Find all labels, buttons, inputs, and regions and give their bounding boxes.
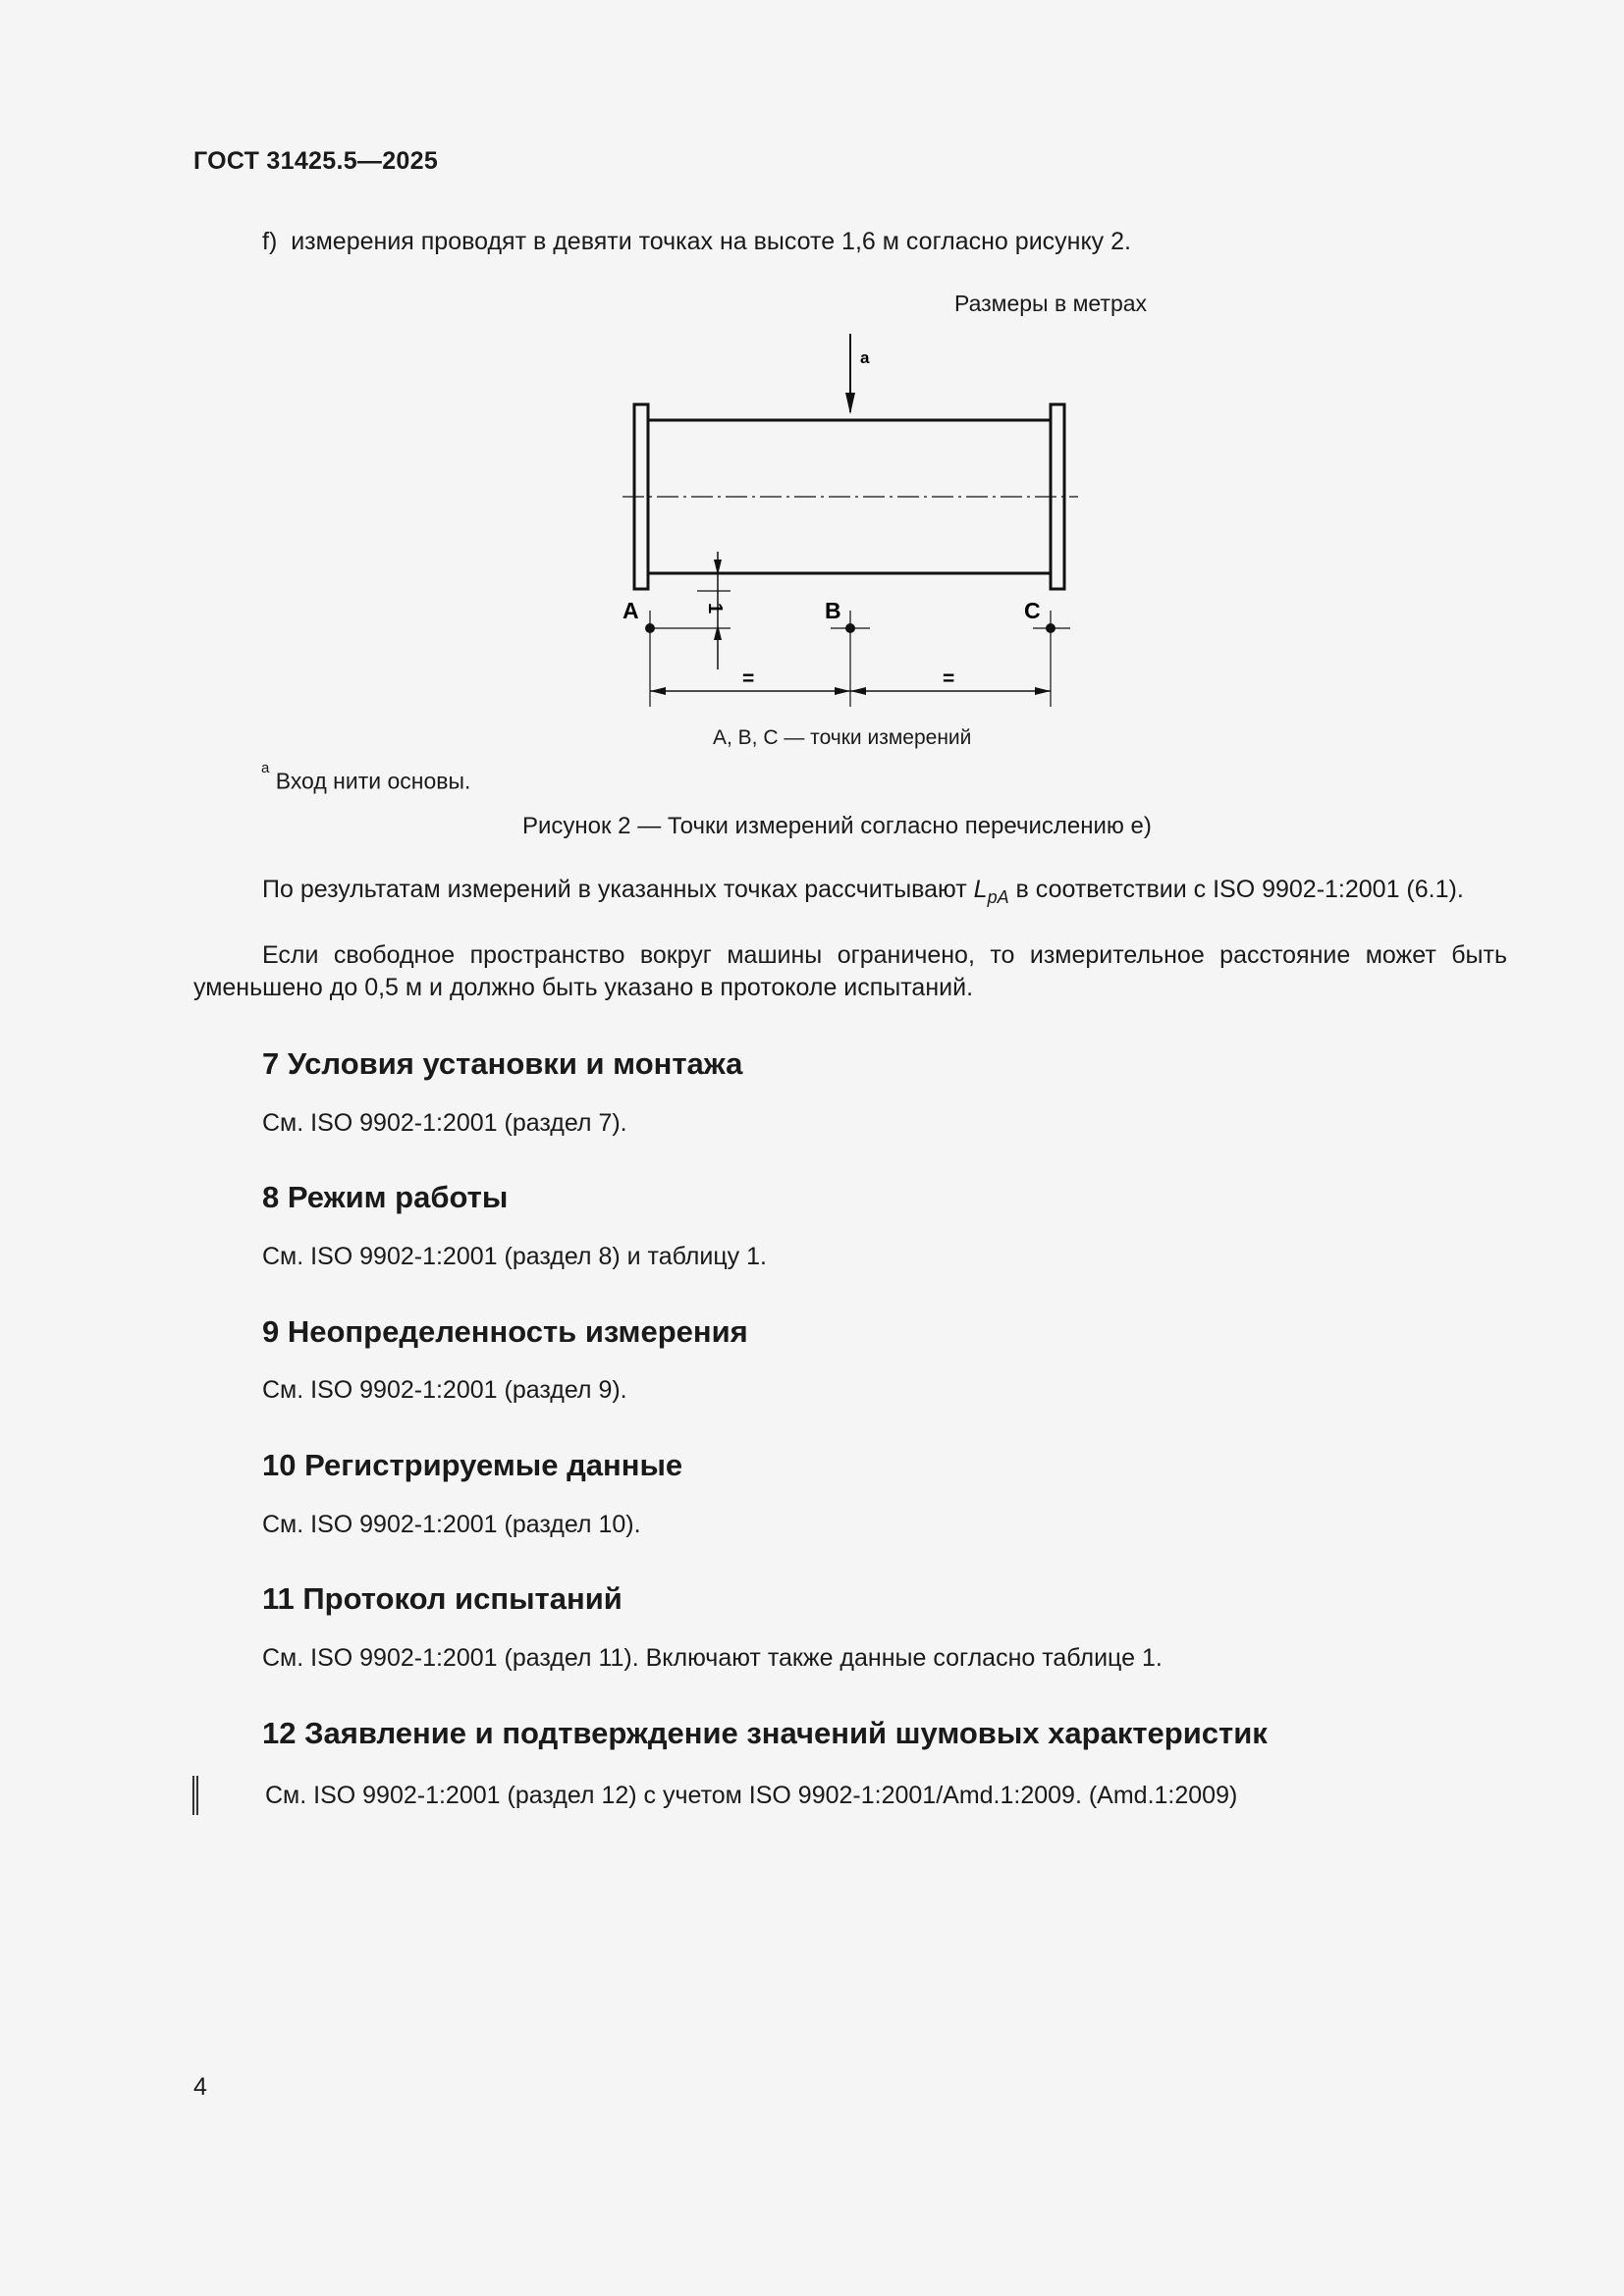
dim-eq-arrow-3 [850,687,866,695]
dim-eq-label-left: = [742,667,755,690]
figure-footnote [261,760,471,795]
list-item-f [262,226,1131,258]
dim-eq-arrow-2 [835,687,850,695]
page-number: 4 [193,2073,207,2101]
change-bar [192,1776,198,1815]
footnote-marker: a [261,760,270,776]
point-b-label: B [825,598,841,623]
point-b-marker [845,623,855,633]
dim-eq-arrow-4 [1035,687,1051,695]
section-11-heading: 11 Протокол испытаний [262,1581,623,1616]
section-9-heading: 9 Неопределенность измерения [262,1314,748,1349]
figure-legend: A, B, C — точки измерений [713,726,972,749]
figure-caption: Рисунок 2 — Точки измерений согласно перечислению е) [522,813,1152,839]
section-9-text: См. ISO 9902-1:2001 (раздел 9). [262,1376,627,1404]
document-header: ГОСТ 31425.5—2025 [193,147,439,175]
dim1-arrow-bottom [714,624,722,640]
section-8-text: См. ISO 9902-1:2001 (раздел 8) и таблицу 1. [262,1243,767,1270]
dim-eq-label-right: = [943,667,955,690]
paragraph-reduced-distance: Если свободное пространство вокруг машины ограничено, то измерительное расстояние может быть уменьшено до 0,5 м и должно быть указано в протоколе испытаний. [193,941,1507,1001]
footnote-text: Вход нити основы. [275,768,471,794]
point-c-marker [1046,623,1056,633]
section-10-heading: 10 Регистрируемые данные [262,1448,683,1482]
symbol-subscript: pA [987,887,1009,907]
list-text: измерения проводят в девяти точках на высоте 1,6 м согласно рисунку 2. [291,228,1131,255]
point-a-marker [645,623,655,633]
entry-arrow-label: a [860,348,870,367]
list-marker: f) [262,228,278,255]
symbol-l: L [973,876,988,903]
dim-eq-arrow-1 [650,687,666,695]
section-8-heading: 8 Режим работы [262,1180,509,1214]
section-7-heading: 7 Условия установки и монтажа [262,1046,743,1081]
point-c-label: C [1024,598,1041,623]
section-12-heading: 12 Заявление и подтверждение значений шумовых характеристик [262,1716,1268,1750]
paragraph-lpa-calculation: По результатам измерений в указанных точках рассчитывают $L_{pA}$ в соответствии с ISO 9902-1:2001 (6.1). [262,876,1464,907]
entry-arrow-head [845,393,855,414]
measurement-diagram [609,324,1100,717]
section-7-text: См. ISO 9902-1:2001 (раздел 7). [262,1109,627,1137]
section-11-text: См. ISO 9902-1:2001 (раздел 11). Включают также данные согласно таблице 1. [262,1644,1163,1672]
dim-one-label: 1 [704,603,726,614]
point-a-label: A [623,598,639,623]
section-12-text: См. ISO 9902-1:2001 (раздел 12) с учетом ISO 9902-1:2001/Amd.1:2009. (Amd.1:2009) [265,1782,1238,1809]
figure-units-note: Размеры в метрах [954,291,1148,316]
section-10-text: См. ISO 9902-1:2001 (раздел 10). [262,1511,641,1538]
